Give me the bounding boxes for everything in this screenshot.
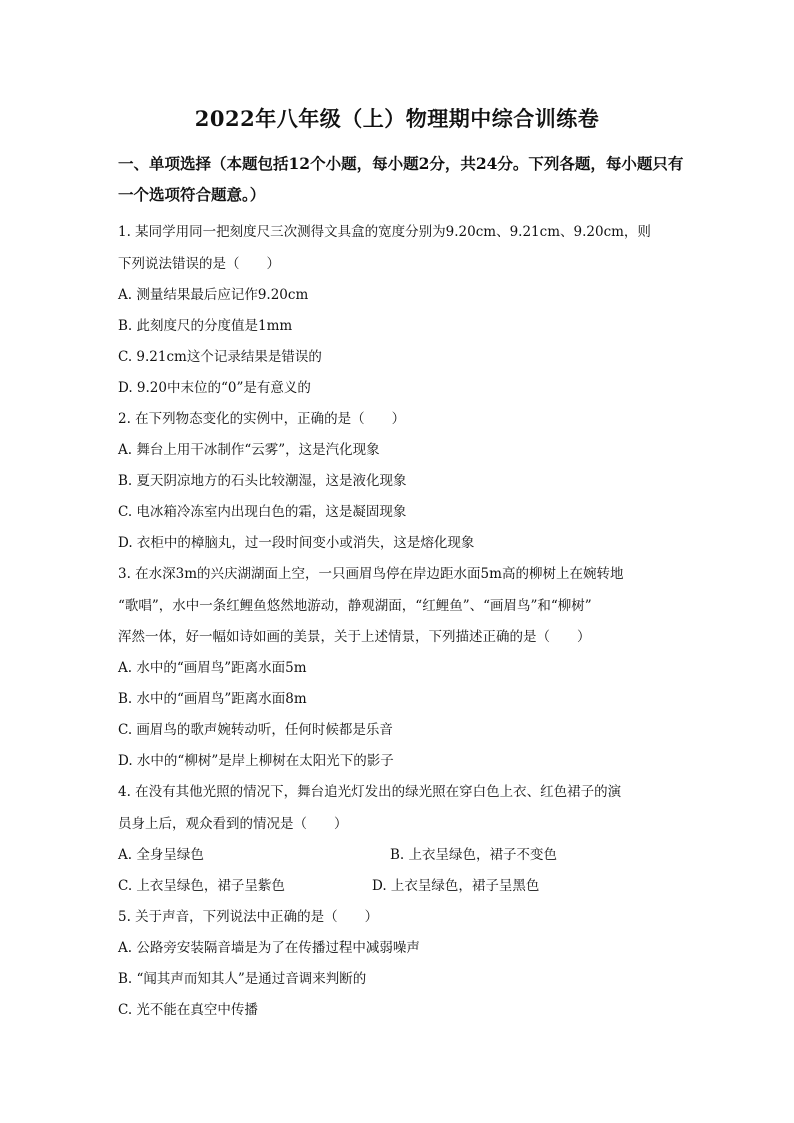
question-4-option-row-2 bbox=[118, 876, 540, 896]
question-3-stem-line-3: 浑然一体，好一幅如诗如画的美景，关于上述情景，下列描述正确的是（ ） bbox=[118, 629, 591, 645]
question-4-option-b: B. 上衣呈绿色，裙子不变色 bbox=[390, 847, 558, 863]
question-3-option-d: D. 水中的“柳树”是岸上柳树在太阳光下的影子 bbox=[118, 753, 394, 769]
question-4-option-row-1 bbox=[118, 845, 558, 865]
question-2-option-d: D. 衣柜中的樟脑丸，过一段时间变小或消失，这是熔化现象 bbox=[118, 535, 475, 551]
question-3-option-c: C. 画眉鸟的歌声婉转动听，任何时候都是乐音 bbox=[118, 722, 393, 738]
question-5-option-c: C. 光不能在真空中传播 bbox=[118, 1002, 258, 1018]
question-3-stem-line-1: 3. 在水深3m的兴庆湖湖面上空，一只画眉鸟停在岸边距水面5m高的柳树上在婉转地 bbox=[118, 566, 624, 582]
question-3-stem-line-2: “歌唱”，水中一条红鲤鱼悠然地游动，静观湖面，“红鲤鱼”、“画眉鸟”和“柳树” bbox=[118, 598, 592, 614]
question-4-option-a: A. 全身呈绿色 bbox=[118, 847, 204, 863]
section-heading: 一、单项选择（本题包括12个小题，每小题2分，共24分。下列各题，每小题只有一个选项符合题意。） bbox=[118, 154, 684, 204]
question-2-stem-line-1: 2. 在下列物态变化的实例中，正确的是（ ） bbox=[118, 411, 406, 427]
question-1-option-a: A. 测量结果最后应记作9.20cm bbox=[118, 287, 309, 303]
question-1-option-d: D. 9.20中末位的“0”是有意义的 bbox=[118, 380, 311, 396]
question-4-stem-line-2: 员身上后，观众看到的情况是（ ） bbox=[118, 816, 348, 832]
question-4-stem-line-1: 4. 在没有其他光照的情况下，舞台追光灯发出的绿光照在穿白色上衣、红色裙子的演 bbox=[118, 784, 622, 800]
question-4-option-c: C. 上衣呈绿色，裙子呈紫色 bbox=[118, 878, 285, 894]
question-1-option-b: B. 此刻度尺的分度值是1mm bbox=[118, 318, 293, 334]
question-4-option-d: D. 上衣呈绿色，裙子呈黑色 bbox=[372, 878, 540, 894]
question-1-stem-line-1: 1. 某同学用同一把刻度尺三次测得文具盒的宽度分别为9.20cm、9.21cm、9.20cm，则 bbox=[118, 224, 651, 240]
question-5-stem-line-1: 5. 关于声音，下列说法中正确的是（ ） bbox=[118, 909, 379, 925]
page-title: 2022年八年级（上）物理期中综合训练卷 bbox=[194, 106, 600, 131]
question-3-option-a: A. 水中的“画眉鸟”距离水面5m bbox=[118, 660, 307, 676]
question-5-option-a: A. 公路旁安装隔音墙是为了在传播过程中减弱噪声 bbox=[118, 940, 420, 956]
question-2-option-b: B. 夏天阴凉地方的石头比较潮湿，这是液化现象 bbox=[118, 473, 407, 489]
question-5-option-b: B. “闻其声而知其人”是通过音调来判断的 bbox=[118, 971, 367, 987]
question-2-option-c: C. 电冰箱冷冻室内出现白色的霜，这是凝固现象 bbox=[118, 504, 407, 520]
question-2-option-a: A. 舞台上用干冰制作“云雾”，这是汽化现象 bbox=[118, 442, 380, 458]
question-3-option-b: B. 水中的“画眉鸟”距离水面8m bbox=[118, 691, 307, 707]
question-1-option-c: C. 9.21cm这个记录结果是错误的 bbox=[118, 349, 322, 365]
question-1-stem-line-2: 下列说法错误的是（ ） bbox=[118, 256, 280, 272]
